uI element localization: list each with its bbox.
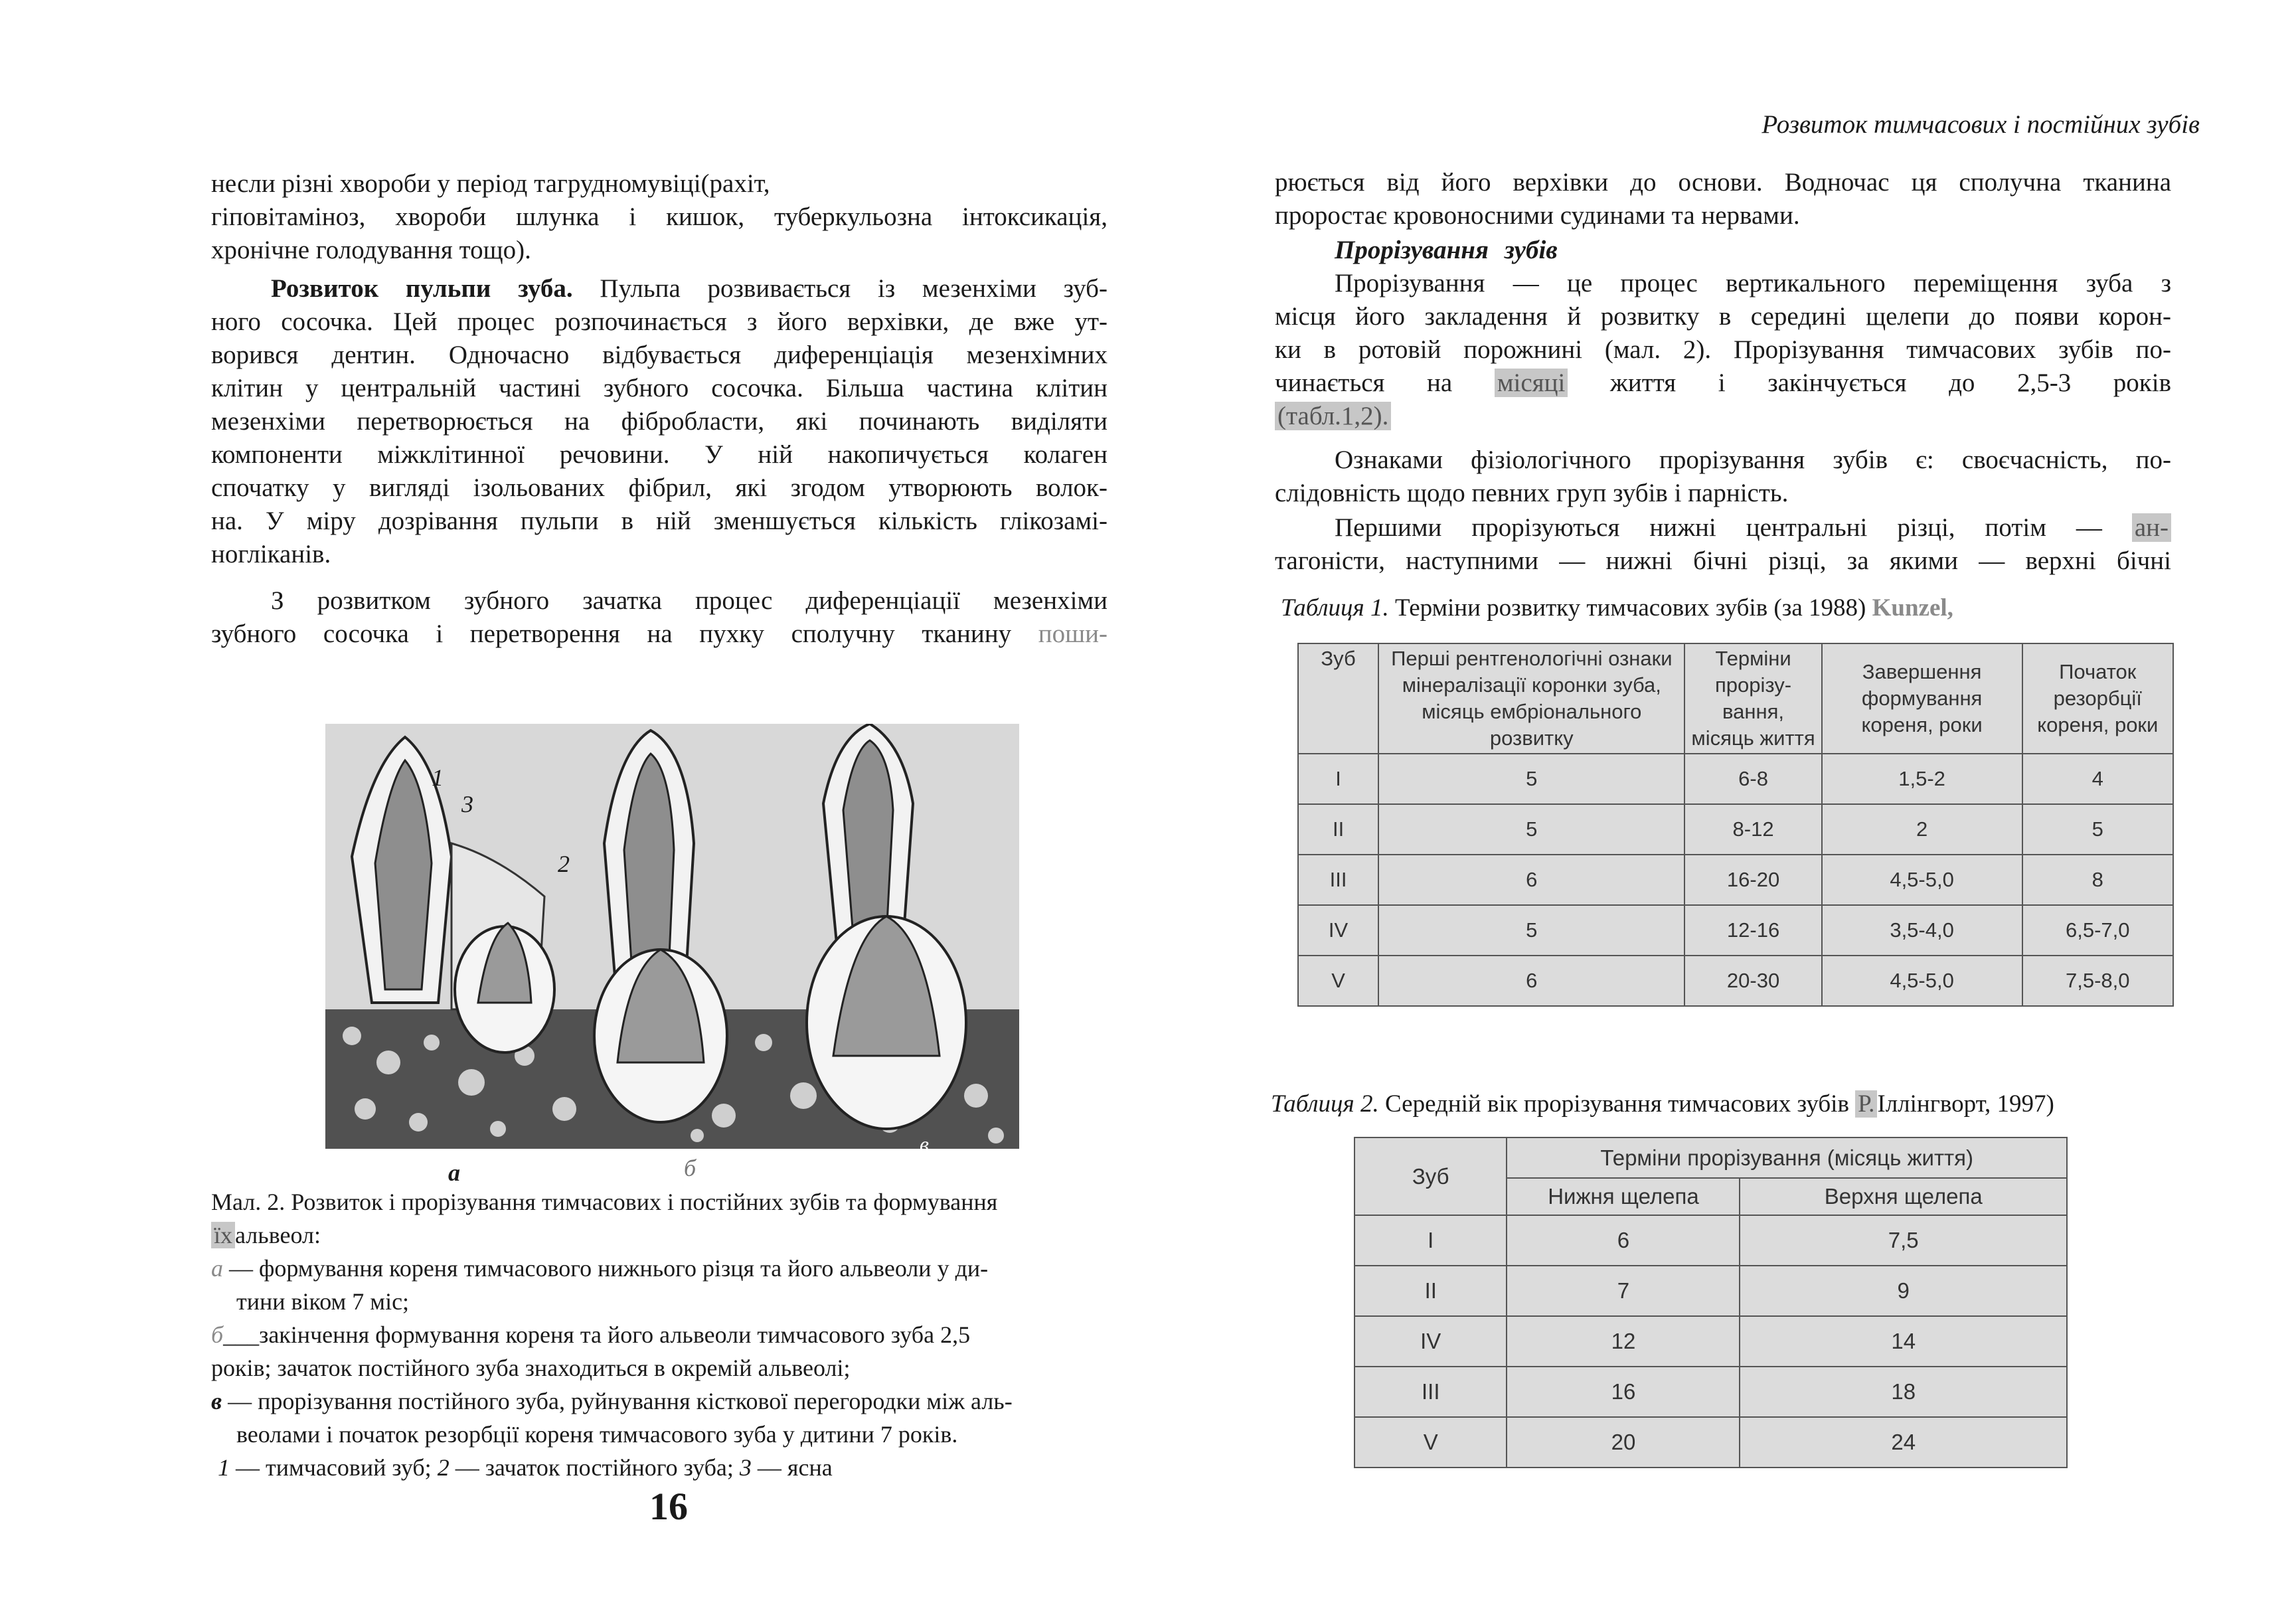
table-header-row — [1298, 643, 2173, 754]
text-line — [211, 272, 1107, 305]
text-line: тагоністи, наступними — нижні бічні різці, за якими — верхні бічні — [1275, 547, 2171, 575]
table-cell: 6-8 — [1684, 754, 1821, 804]
table-cell: 7 — [1507, 1266, 1740, 1316]
text-line: спочатку у вигляді ізольованих фібрил, які згодом утворюють волок- — [211, 473, 1107, 502]
table-cell: 3,5-4,0 — [1822, 905, 2022, 956]
right-para1 — [1275, 267, 2171, 433]
tooth-development-figure — [325, 724, 1019, 1149]
text-line: ки в ротовій порожнині (мал. 2). Прорізування тимчасових зубів по- — [1275, 335, 2171, 364]
table-group-header: Терміни прорізування (місяць життя) — [1507, 1137, 2067, 1178]
table-cell: V — [1298, 956, 1378, 1006]
text-span: ___закінчення формування кореня та його альвеоли тимчасового зуба 2,5 — [223, 1321, 971, 1348]
table-header: Верхня щелепа — [1740, 1178, 2067, 1215]
table-cell: I — [1354, 1215, 1507, 1266]
table-cell: 2 — [1822, 804, 2022, 855]
legend-number: 3 — [739, 1454, 752, 1481]
table-cell: 7,5-8,0 — [2022, 956, 2173, 1006]
text-line: слідовність щодо певних груп зубів і парність. — [1275, 479, 1789, 507]
table-header: Зуб — [1298, 643, 1378, 754]
table-header: Зуб — [1354, 1137, 1507, 1215]
table-cell: 8 — [2022, 855, 2173, 905]
text-line: компоненти міжклітинної речовини. У ній накопичується колаген — [211, 440, 1107, 469]
caption-prefix: Таблиця 2. — [1271, 1090, 1379, 1118]
caption-marker: в — [211, 1388, 222, 1414]
text-line: клітин у центральній частині зубного сосочка. Більша частина клітин — [211, 374, 1107, 402]
table-cell: 4,5-5,0 — [1822, 855, 2022, 905]
text-line: ного сосочка. Цей процес розпочинається з його верхівки, де вже ут- — [211, 307, 1107, 336]
text-line: Ознаками фізіологічного прорізування зубів є: своєчасність, по- — [1335, 446, 2171, 474]
text-span: — прорізування постійного зуба, руйнування кісткової перегородки між аль- — [222, 1388, 1013, 1414]
text-line: З розвитком зубного зачатка процес диференціації мезенхіми — [271, 586, 1107, 615]
text-span: Мал. 2. Розвиток і прорізування тимчасових і постійних зубів та формування — [211, 1189, 998, 1215]
caption-item-v — [211, 1385, 1107, 1418]
faint-text: Kunzel, — [1872, 594, 1953, 622]
table-cell: III — [1298, 855, 1378, 905]
table-cell: 6,5-7,0 — [2022, 905, 2173, 956]
right-para3 — [1275, 511, 2171, 578]
text-span: Середній вік прорізування тимчасових зубів — [1378, 1090, 1849, 1118]
right-cont-para — [1275, 166, 2171, 232]
table-cell: 12-16 — [1684, 905, 1821, 956]
left-para3 — [211, 584, 1107, 651]
section-heading: Прорізування зубів — [1335, 236, 1558, 264]
table-row — [1354, 1316, 2067, 1367]
caption-legend — [211, 1451, 1107, 1484]
table-cell: 6 — [1378, 956, 1684, 1006]
table-row — [1354, 1367, 2067, 1417]
table-row — [1298, 754, 2173, 804]
running-header: Розвиток тимчасових і постійних зубів — [1762, 110, 2200, 139]
table-row — [1298, 905, 2173, 956]
right-page — [1148, 0, 2296, 1599]
table-row — [1298, 804, 2173, 855]
text-span: — ясна — [751, 1454, 833, 1481]
text-span: — зачаток постійного зуба; — [449, 1454, 740, 1481]
table-cell: II — [1298, 804, 1378, 855]
table-cell: 12 — [1507, 1316, 1740, 1367]
text-line: ворився дентин. Одночасно відбувається диференціація мезенхімних — [211, 341, 1107, 369]
text-span: Першими прорізуються нижні центральні різці, потім — — [1335, 513, 2102, 542]
left-para1 — [211, 167, 1107, 267]
text-span: зубного сосочка і перетворення на пухку сполучну тканину — [211, 620, 1012, 648]
shaded-text: їх — [211, 1222, 235, 1248]
shaded-text: місяці — [1495, 369, 1568, 397]
page-number: 16 — [649, 1485, 688, 1528]
table-row — [1298, 956, 2173, 1006]
table-cell: 24 — [1740, 1417, 2067, 1468]
table-cell: 18 — [1740, 1367, 2067, 1417]
section-heading: Розвиток пульпи зуба. — [271, 274, 573, 303]
table-row — [1298, 855, 2173, 905]
caption-prefix: Таблиця 1. — [1281, 594, 1389, 622]
text-span: Пульпа розвивається із мезенхіми зуб- — [600, 274, 1107, 303]
text-line — [1275, 511, 2171, 545]
table-cell: 8-12 — [1684, 804, 1821, 855]
table-cell: III — [1354, 1367, 1507, 1417]
table-cell: 4,5-5,0 — [1822, 956, 2022, 1006]
hyphen-word: поши- — [1038, 620, 1108, 648]
table-cell: 6 — [1378, 855, 1684, 905]
figure-label-2: 2 — [558, 851, 570, 877]
text-line: місця його закладення й розвитку в середині щелепи до появи корон- — [1275, 302, 2171, 331]
table2 — [1354, 1137, 2068, 1468]
right-para2 — [1275, 444, 2171, 510]
table-cell: II — [1354, 1266, 1507, 1316]
text-span: Терміни розвитку тимчасових зубів (за 1988) — [1388, 594, 1866, 622]
caption-item-b — [211, 1318, 1107, 1351]
figure-caption — [211, 1185, 1107, 1484]
text-line: гіповітаміноз, хвороби шлунка і кишок, туберкульозна інтоксикація, — [211, 203, 1107, 231]
legend-number: 2 — [437, 1454, 450, 1481]
figure-label-3: 3 — [461, 791, 473, 817]
table-cell: I — [1298, 754, 1378, 804]
caption-marker: б — [211, 1321, 224, 1348]
shaded-text: ан- — [2132, 513, 2171, 542]
table-cell: 20-30 — [1684, 956, 1821, 1006]
text-span: життя і закінчується до 2,5-3 років — [1568, 369, 2172, 397]
figure-label-b: б — [684, 1155, 697, 1181]
table-header: Завершення формування кореня, роки — [1822, 643, 2022, 754]
figure-drawing — [325, 724, 1019, 1149]
table-header: Нижня щелепа — [1507, 1178, 1740, 1215]
text-line — [1275, 400, 2171, 433]
text-line: проростає кровоносними судинами та нервами. — [1275, 201, 1800, 230]
text-span: Іллінгворт, 1997) — [1877, 1090, 2054, 1118]
table-cell: 1,5-2 — [1822, 754, 2022, 804]
caption-item-a — [211, 1252, 1107, 1285]
table-cell: 5 — [2022, 804, 2173, 855]
text-line: несли різні хвороби у період тагрудномувіці(рахіт, — [211, 169, 770, 198]
caption-title — [211, 1185, 1107, 1219]
table-cell: 6 — [1507, 1215, 1740, 1266]
text-line: мезенхіми перетворюється на фібробласти, які починають виділяти — [211, 407, 1107, 436]
table-row — [1354, 1215, 2067, 1266]
text-span: альвеол: — [235, 1222, 321, 1248]
text-line: хронічне голодування тощо). — [211, 236, 531, 264]
table-cell: 4 — [2022, 754, 2173, 804]
shaded-text: (табл.1,2). — [1275, 402, 1391, 430]
table-row — [1354, 1266, 2067, 1316]
figure-label-a: а — [448, 1159, 460, 1186]
table-cell: 5 — [1378, 754, 1684, 804]
table-header: Початок резорбції кореня, роки — [2022, 643, 2173, 754]
text-line — [211, 618, 1107, 651]
table-cell: 9 — [1740, 1266, 2067, 1316]
caption-title-cont — [211, 1219, 1107, 1252]
table-cell: 20 — [1507, 1417, 1740, 1468]
text-line: на. У міру дозрівання пульпи в ній зменшується кількість глікозамі- — [211, 507, 1107, 535]
table-row — [1354, 1417, 2067, 1468]
text-span: чинається на — [1275, 369, 1495, 397]
left-para2 — [211, 272, 1107, 571]
legend-number: 1 — [218, 1454, 230, 1481]
table2-caption — [1271, 1089, 2187, 1120]
table-header-row — [1354, 1137, 2067, 1178]
text-line: Прорізування — це процес вертикального переміщення зуба з — [1335, 269, 2171, 297]
caption-marker: а — [211, 1255, 223, 1282]
figure-label-1: 1 — [432, 764, 444, 791]
table-cell: 14 — [1740, 1316, 2067, 1367]
table-header: Перші рентгенологічні ознаки мінералізації коронки зуба, місяць ембріонального розвитку — [1378, 643, 1684, 754]
text-line — [1275, 367, 2171, 400]
table-cell: IV — [1354, 1316, 1507, 1367]
table-header: Терміни прорізу- вання, місяць життя — [1684, 643, 1821, 754]
text-span: — формування кореня тимчасового нижнього різця та його альвеоли у ди- — [223, 1255, 989, 1282]
caption-item-v-cont: веолами і початок резорбції кореня тимчасового зуба у дитини 7 років. — [236, 1421, 958, 1448]
text-line: ногліканів. — [211, 540, 331, 568]
shaded-text: Р. — [1855, 1090, 1877, 1118]
table-cell: V — [1354, 1417, 1507, 1468]
table1 — [1297, 643, 2174, 1007]
figure-label-v: в — [920, 1132, 929, 1156]
text-span: — тимчасовий зуб; — [230, 1454, 438, 1481]
table-cell: 7,5 — [1740, 1215, 2067, 1266]
table-cell: 5 — [1378, 905, 1684, 956]
text-line: рюється від його верхівки до основи. Водночас ця сполучна тканина — [1275, 168, 2171, 197]
caption-item-a-cont: тини віком 7 міс; — [236, 1288, 410, 1315]
table-cell: 16-20 — [1684, 855, 1821, 905]
table-cell: 16 — [1507, 1367, 1740, 1417]
table-cell: 5 — [1378, 804, 1684, 855]
caption-item-b-cont: років; зачаток постійного зуба знаходиться в окремій альвеолі; — [211, 1355, 851, 1381]
table-cell: IV — [1298, 905, 1378, 956]
table1-caption — [1281, 593, 2177, 624]
